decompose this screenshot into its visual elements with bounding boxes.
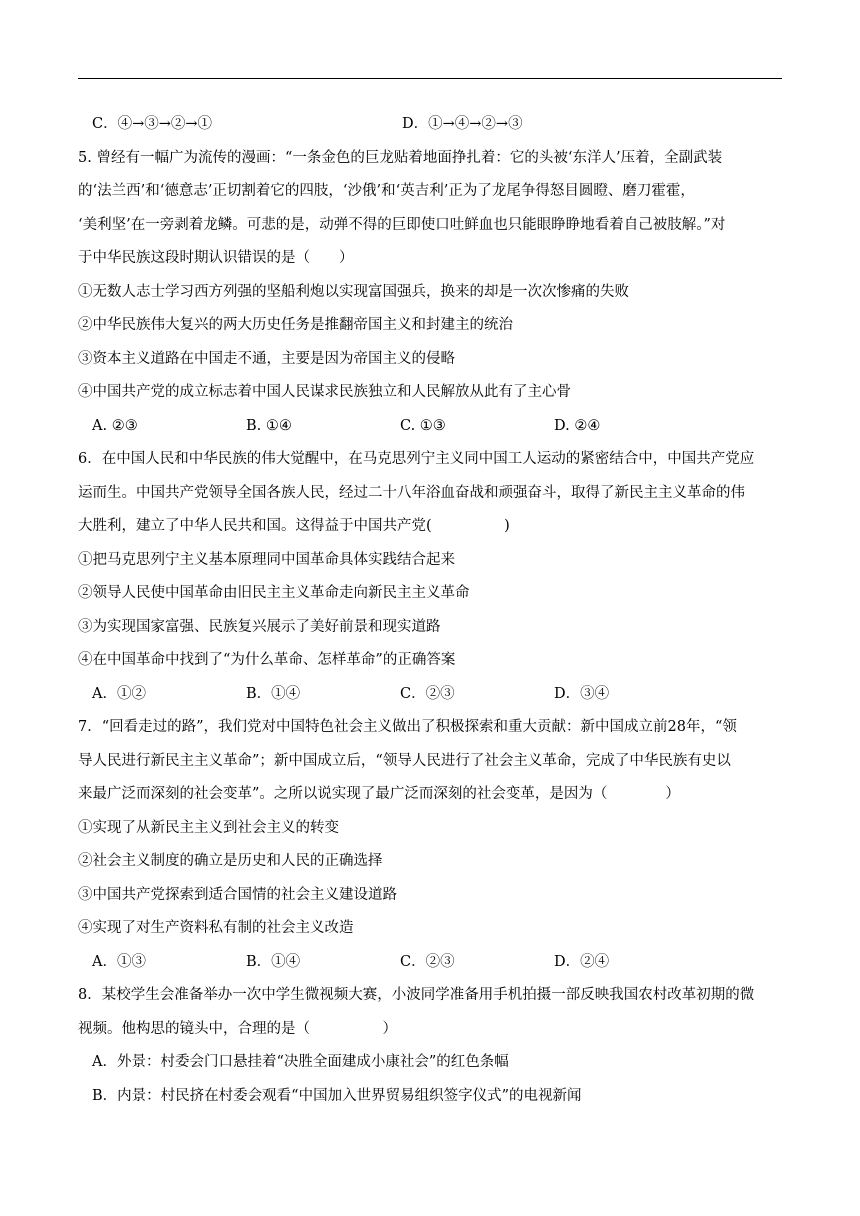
header-rule — [78, 78, 782, 79]
q6-item: ①把马克思列宁主义基本原理同中国革命具体实践结合起来 — [78, 551, 455, 568]
q5-option-d: D. ②④ — [554, 417, 601, 434]
question-8 — [78, 979, 784, 1113]
q6-option-c: C．②③ — [400, 685, 455, 702]
q6-item: ③为实现国家富强、民族复兴展示了美好前景和现实道路 — [78, 618, 441, 635]
q7-option-d: D．②④ — [554, 953, 610, 970]
q7-option-b: B．①④ — [246, 953, 301, 970]
q6-option-d: D．③④ — [554, 685, 610, 702]
q5-item: ①无数人志士学习西方列强的坚船利炮以实现富国强兵，换来的却是一次次惨痛的失败 — [78, 283, 629, 300]
q7-item: ④实现了对生产资料私有制的社会主义改造 — [78, 920, 354, 936]
q5-stem-line: 5. 曾经有一幅广为流传的漫画：“一条金色的巨龙贴着地面挣扎着：它的头被‘东洋人’压着，全副武装 — [78, 149, 723, 166]
q6-stem-line: 6．在中国人民和中华民族的伟大觉醒中，在马克思列宁主义同中国工人运动的紧密结合中，中国共产党应 — [78, 451, 755, 467]
q7-stem-line: 来最广泛而深刻的社会变革”。之所以说实现了最广泛而深刻的社会变革，是因为（ ） — [78, 786, 680, 802]
q6-option-b: B．①④ — [246, 685, 301, 702]
q4-option-c: C．④→③→②→① — [92, 116, 213, 132]
q7-stem-line: 导人民进行新民主主义革命”；新中国成立后，“领导人民进行了社会主义革命，完成了中华民族有史以 — [78, 752, 731, 769]
q6-option-a: A．①② — [92, 685, 146, 702]
q5-item: ②中华民族伟大复兴的两大历史任务是推翻帝国主义和封建主的统治 — [78, 317, 513, 333]
q7-option-a: A．①③ — [92, 953, 146, 970]
q7-item: ③中国共产党探索到适合国情的社会主义建设道路 — [78, 886, 397, 903]
q5-stem-line: 于中华民族这段时期认识错误的是（ ） — [78, 250, 354, 266]
q8-choice-b: B．内景：村民挤在村委会观看“中国加入世界贸易组织签字仪式”的电视新闻 — [92, 1087, 582, 1104]
q4-options — [78, 108, 784, 142]
question-6 — [78, 443, 784, 711]
question-7 — [78, 711, 784, 979]
q5-options — [78, 410, 784, 444]
q7-stem-line: 7．“回看走过的路”，我们党对中国特色社会主义做出了积极探索和重大贡献：新中国成立前28年，“领 — [78, 719, 737, 735]
q7-item: ②社会主义制度的确立是历史和人民的正确选择 — [78, 853, 383, 869]
q6-item: ④在中国革命中找到了“为什么革命、怎样革命”的正确答案 — [78, 652, 456, 668]
q5-stem-line: 的‘法兰西’和‘德意志’正切割着它的四肢，‘沙俄’和‘英吉利’正为了龙尾争得怒目圆瞪、磨刀霍霍， — [78, 183, 695, 199]
question-5 — [78, 142, 784, 444]
q5-item: ④中国共产党的成立标志着中国人民谋求民族独立和人民解放从此有了主心骨 — [78, 384, 571, 400]
q5-option-b: B. ①④ — [246, 417, 292, 434]
q8-stem-line: 视频。他构思的镜头中，合理的是（ ） — [78, 1020, 397, 1037]
q5-option-a: A. ②③ — [92, 417, 138, 434]
q4-option-d: D．①→④→②→③ — [402, 116, 523, 132]
q7-item: ①实现了从新民主主义到社会主义的转变 — [78, 819, 339, 836]
q5-item: ③资本主义道路在中国走不通，主要是因为帝国主义的侵略 — [78, 350, 455, 367]
q5-option-c: C. ①③ — [400, 417, 446, 434]
q8-choice-a: A．外景：村委会门口悬挂着“决胜全面建成小康社会”的红色条幅 — [92, 1054, 509, 1070]
q6-item: ②领导人民使中国革命由旧民主主义革命走向新民主主义革命 — [78, 585, 470, 601]
q5-stem-line: ‘美利坚’在一旁剥着龙鳞。可悲的是，动弹不得的巨即使口吐鲜血也只能眼睁睁地看着自己被肢解。”对 — [78, 216, 726, 233]
q6-stem-line: 大胜利，建立了中华人民共和国。这得益于中国共产党( ) — [78, 518, 510, 534]
page-content — [78, 108, 784, 1113]
q6-stem-line: 运而生。中国共产党领导全国各族人民，经过二十八年浴血奋战和顽强奋斗，取得了新民主主义革命的伟 — [78, 484, 745, 501]
q7-option-c: C．②③ — [400, 953, 455, 970]
q6-options — [78, 678, 784, 712]
q8-stem-line: 8．某校学生会准备举办一次中学生微视频大赛，小波同学准备用手机拍摄一部反映我国农村改革初期的微 — [78, 987, 755, 1003]
q7-options — [78, 946, 784, 980]
